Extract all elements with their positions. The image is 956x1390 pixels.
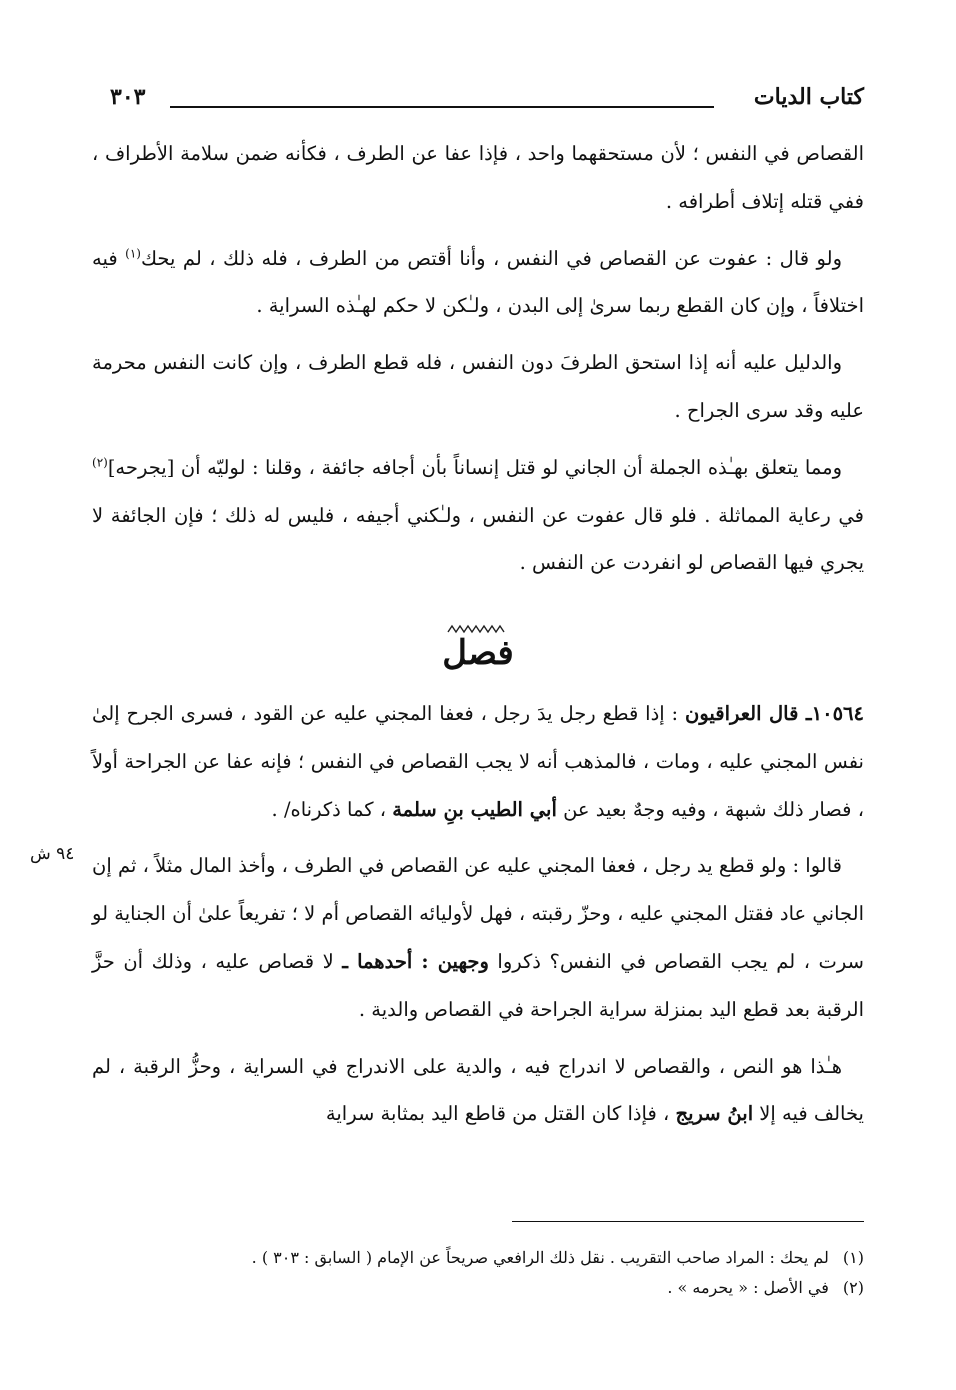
header-rule — [170, 106, 714, 108]
bold-phrase: وجهين : أحدهما ـ — [342, 949, 489, 973]
main-text-top — [92, 130, 864, 596]
page-number: ٣٠٣ — [110, 84, 146, 110]
entry-paragraph — [92, 690, 864, 833]
section-heading — [418, 618, 538, 680]
paragraph-text: ومما يتعلق بهـٰذه الجملة أن الجاني لو قتل إنساناً بأن أجافه جائفة ، وقلنا : لوليّه أن [يجرحه] — [107, 455, 842, 479]
section-heading-ornament — [0, 618, 956, 684]
footnote — [92, 1243, 864, 1273]
paragraph-text: فيه اختلافاً ، وإن كان القطع ربما سرىٰ إلى البدن ، ولـٰكن لا حكم لهـٰذه السراية . — [92, 246, 864, 318]
footnotes — [92, 1243, 864, 1303]
paragraph — [92, 444, 864, 587]
paragraph-text: لا قصاص عليه ، وذلك أن حزَّ الرقبة بعد قطع اليد بمنزلة سراية الجراحة في القصاص والدية . — [92, 949, 864, 1021]
paragraph-text: ، كما ذكرناه/ . — [271, 797, 393, 821]
paragraph-text: قالوا : ولو قطع يد رجل ، فعفا المجني عليه عن القصاص في الطرف ، وأخذ المال مثلاً ، ثم إن الجاني عاد فقتل المجني عليه ، وحزّ رقبته ، فهل لأوليائه القصاص أم لا ؛ تفريعاً علىٰ أن الجناية لو سرت ، لم يجب القصاص في النفس؟ ذكروا — [92, 854, 864, 973]
footnote-text: لم يحك : المراد صاحب التقريب . نقل ذلك الرافعي صريحاً عن الإمام ( السابق : ٣٠٣ ) . — [251, 1248, 829, 1267]
paragraph-text: في رعاية المماثلة . فلو قال عفوت عن النفس ، ولـٰكني أجيفه ، فليس له ذلك ؛ فإن الجائفة لا يجري فيها القصاص لو انفردت عن النفس . — [92, 503, 864, 575]
scholar-name: ابنُ سريج — [675, 1102, 754, 1126]
paragraph: والدليل عليه أنه إذا استحق الطرفَ دون النفس ، فله قطع الطرف ، وإن كانت النفس محرمة عليه وقد سرى الجراح . — [92, 351, 864, 422]
footnote-marker: (١) — [125, 246, 141, 261]
paragraph-text: ولو قال : عفوت عن القصاص في النفس ، وأنا أقتص من الطرف ، فله ذلك ، لم يحك — [140, 246, 842, 270]
running-title: كتاب الديات — [753, 84, 864, 110]
paragraph: القصاص في النفس ؛ لأن مستحقهما واحد ، فإذا عفا عن الطرف ، فكأنه ضمن سلامة الأطراف ، ففي قتله إتلاف أطرافه . — [92, 142, 864, 213]
paragraph — [92, 842, 864, 1033]
margin-note: ٩٤ ش — [30, 844, 75, 864]
paragraph — [92, 235, 864, 331]
page-header — [110, 84, 864, 124]
entry-number: ١٠٥٦٤ـ قال العراقيون — [685, 702, 864, 725]
footnote-marker: (٢) — [92, 455, 108, 470]
footnote-number: (٢) — [842, 1278, 864, 1297]
footnote-rule — [512, 1221, 864, 1222]
scholar-name: أبي الطيب بنِ سلمة — [392, 797, 557, 821]
footnote — [92, 1273, 864, 1303]
paragraph — [92, 1043, 864, 1139]
paragraph-text: ، فإذا كان القتل من قاطع اليد بمثابة سراية — [325, 1102, 676, 1126]
main-text-bottom — [92, 690, 864, 1147]
section-heading-text: فصل — [442, 633, 514, 673]
paragraph-text: هـٰذا هو النص ، والقصاص لا اندراج فيه ، والدية على الاندراج في السراية ، وحزُّ الرقبة ، لم يخالف فيه إلا — [92, 1054, 864, 1126]
footnote-number: (١) — [842, 1248, 864, 1267]
footnote-text: في الأصل : « يحرمه » . — [667, 1278, 829, 1297]
paragraph-text: : إذا قطع رجل يدَ رجل ، فعفا المجني عليه عن القود ، فسرى الجرح إلىٰ نفس المجني عليه ، ومات ، فالمذهب أنه لا يجب القصاص في النفس ؛ فإنه عفا عن الجراحة أولاً ، فصار ذلك شبهة ، وفيه وجهٌ بعيد عن — [92, 702, 864, 821]
